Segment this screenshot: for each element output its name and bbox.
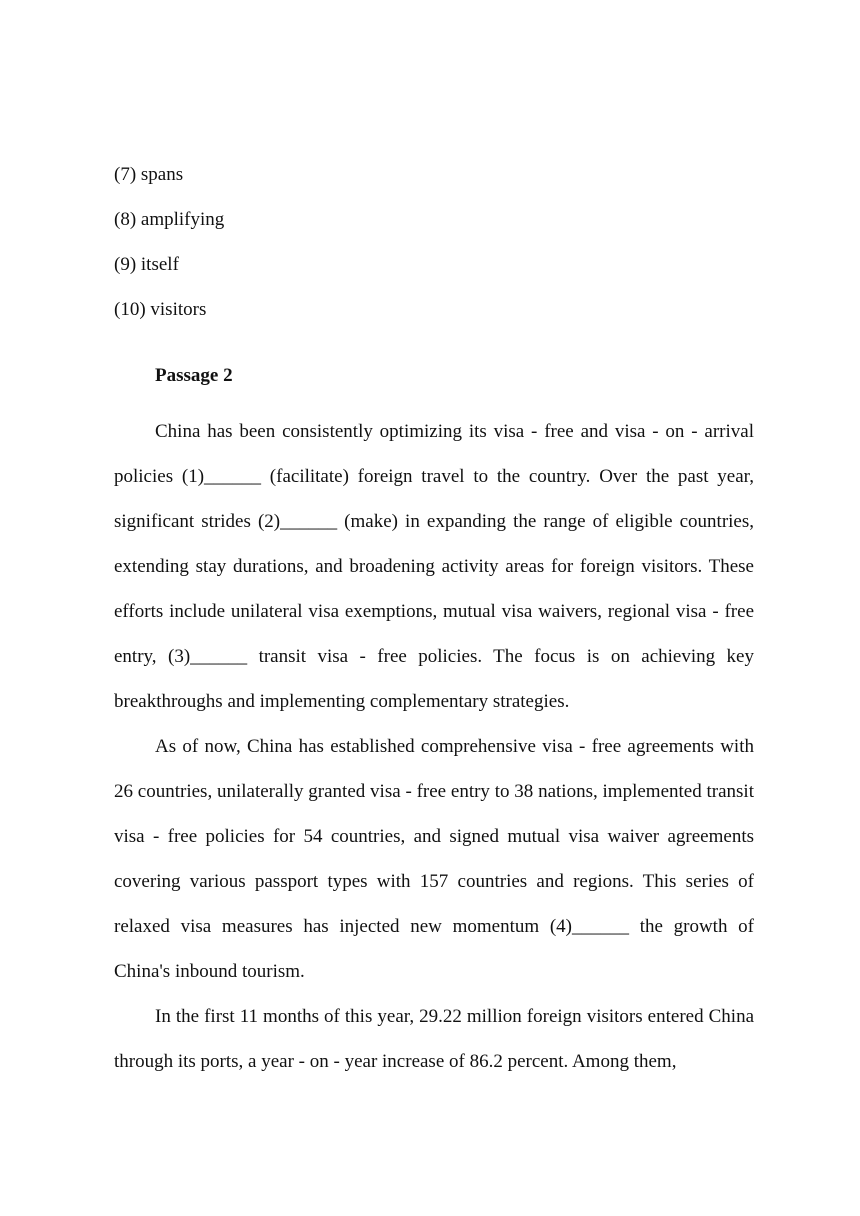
passage-paragraph-1: China has been consistently optimizing its visa - free and visa - on - arrival policies (1)______ (facilitate) foreign travel to the country. Over the past year, significant strides (2)______ (make) in expanding the range of eligible countries, extending stay durations, and broadening activity areas for foreign visitors. These efforts include unilateral visa exemptions, mutual visa waivers, regional visa - free entry, (3)______ transit visa - free policies. The focus is on achieving key breakthroughs and implementing complementary strategies. (114, 421, 754, 712)
passage-paragraph-2: As of now, China has established comprehensive visa - free agreements with 26 countries, unilaterally granted visa - free entry to 38 nations, implemented transit visa - free policies for 54 countries, and signed mutual visa waiver agreements covering various passport types with 157 countries and regions. This series of relaxed visa measures has injected new momentum (4)______ the growth of China's inbound tourism. (114, 736, 754, 982)
answer-item-10: (10) visitors (114, 299, 207, 320)
answer-item-8: (8) amplifying (114, 209, 225, 230)
passage-body (114, 409, 754, 1084)
answer-list (114, 161, 754, 341)
answer-item-9: (9) itself (114, 254, 179, 275)
passage-title: Passage 2 (155, 365, 233, 386)
answer-item-7: (7) spans (114, 164, 184, 185)
passage-paragraph-3: In the first 11 months of this year, 29.22 million foreign visitors entered China through its ports, a year - on - year increase of 86.2 percent. Among them, (114, 1006, 754, 1072)
